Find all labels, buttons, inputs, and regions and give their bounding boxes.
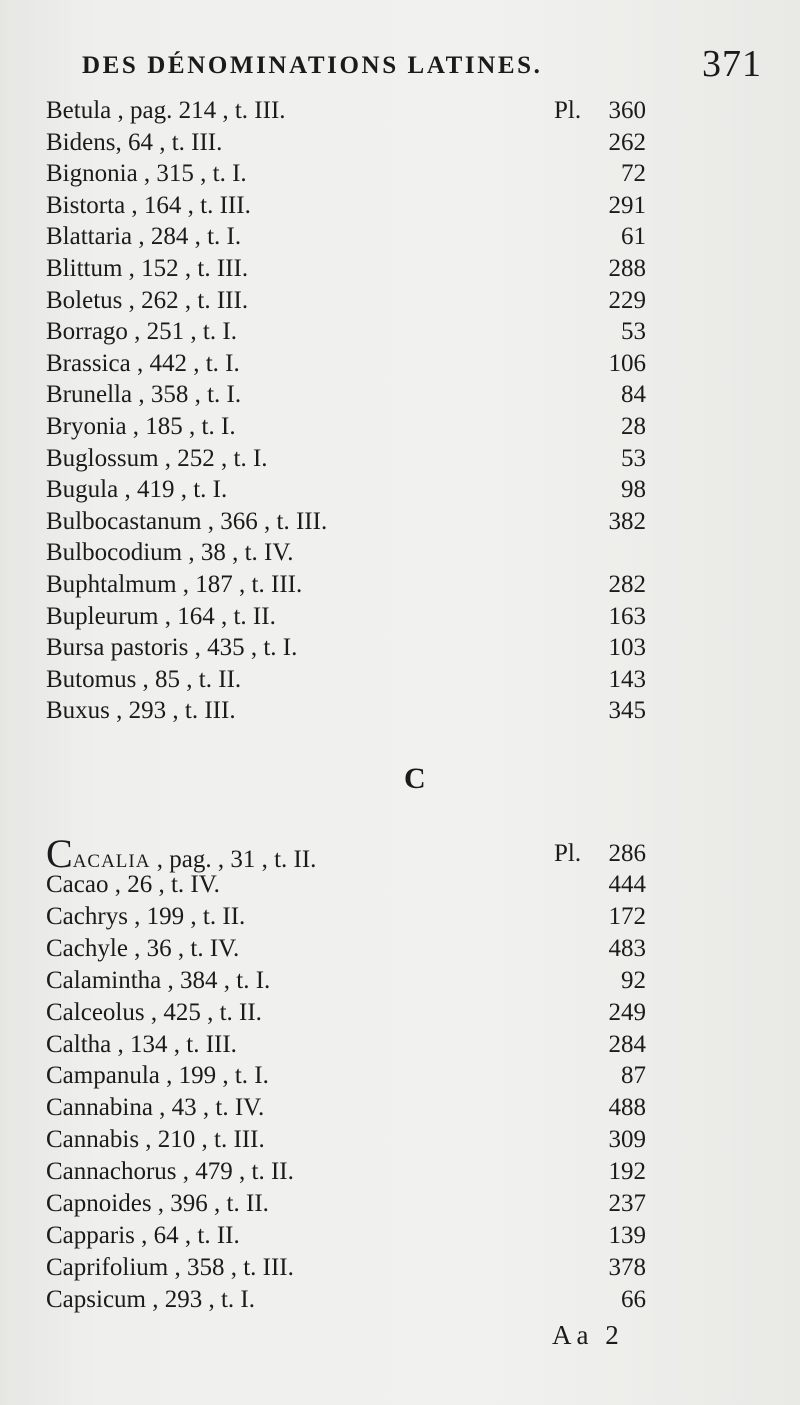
entry-name: Boletus , 262 , t. III. xyxy=(46,286,249,314)
index-entry xyxy=(46,379,646,411)
plate-number: 488 xyxy=(608,1094,646,1122)
entry-name: Bugula , 419 , t. I. xyxy=(46,476,228,504)
plate-number: 309 xyxy=(608,1126,646,1154)
index-entry xyxy=(46,443,646,475)
entry-name: Cannabis , 210 , t. III. xyxy=(46,1126,265,1154)
entry-name: Bupleurum , 164 , t. II. xyxy=(46,602,276,630)
plate-number: 66 xyxy=(621,1285,646,1313)
index-entry xyxy=(46,632,646,664)
index-entry xyxy=(46,901,646,933)
plate-number: 72 xyxy=(621,160,646,188)
index-entry xyxy=(46,1188,646,1220)
entry-name: Blittum , 152 , t. III. xyxy=(46,255,249,282)
index-entry xyxy=(46,411,646,443)
plate-number: 53 xyxy=(621,318,646,346)
index-entry xyxy=(46,1156,646,1188)
plate-number: 286 xyxy=(608,840,646,867)
plate-number: 84 xyxy=(621,381,646,409)
entry-name: Campanula , 199 , t. I. xyxy=(46,1062,269,1090)
index-entry xyxy=(46,127,646,159)
page-header xyxy=(82,42,762,88)
entry-name: Butomus , 85 , t. II. xyxy=(46,665,242,693)
plate-number: 163 xyxy=(608,602,646,630)
signature-mark: Aa 2 xyxy=(552,1320,624,1350)
entry-name: Bulbocodium , 38 , t. IV. xyxy=(46,539,294,567)
small-caps-text: ACALIA xyxy=(72,851,151,872)
entry-name: Blattaria , 284 , t. I. xyxy=(46,223,242,251)
plate-number: 61 xyxy=(621,223,646,251)
entry-name: Bidens, 64 , t. III. xyxy=(46,128,223,156)
plate-number: 444 xyxy=(608,871,646,898)
plate-label: Pl. xyxy=(554,840,582,867)
index-entry xyxy=(46,316,646,348)
index-entry xyxy=(46,695,646,727)
entry-name: Borrago , 251 , t. I. xyxy=(46,318,237,346)
index-entry xyxy=(46,253,646,285)
drop-initial: C xyxy=(46,831,73,876)
plate-number: 28 xyxy=(621,413,646,440)
index-entry xyxy=(46,537,646,569)
plate-number: 172 xyxy=(608,902,646,930)
index-entry xyxy=(46,933,646,965)
entry-name: Cachrys , 199 , t. II. xyxy=(46,902,246,930)
plate-number: 345 xyxy=(608,697,646,725)
plate-label: Pl. xyxy=(554,97,582,124)
entry-name: Capsicum , 293 , t. I. xyxy=(46,1285,256,1313)
entry-reference: , pag. , 31 , t. II. xyxy=(150,846,317,873)
plate-number: 483 xyxy=(608,934,646,962)
index-entry-cacalia xyxy=(46,831,646,876)
entry-name: Brunella , 358 , t. I. xyxy=(46,381,242,409)
index-entry xyxy=(46,348,646,380)
index-entry xyxy=(46,506,646,538)
index-entry xyxy=(46,601,646,633)
running-head: DES DÉNOMINATIONS LATINES. xyxy=(82,52,543,79)
entry-name: Cacao , 26 , t. IV. xyxy=(46,871,220,898)
index-entry xyxy=(46,1220,646,1252)
plate-number: 237 xyxy=(608,1190,646,1217)
index-entry xyxy=(46,1092,646,1124)
plate-number: 360 xyxy=(608,97,646,124)
plate-number: 378 xyxy=(608,1253,646,1281)
index-entry xyxy=(46,285,646,317)
entry-name: Caltha , 134 , t. III. xyxy=(46,1030,237,1058)
plate-number: 192 xyxy=(608,1158,646,1186)
plate-number: 288 xyxy=(608,255,646,282)
plate-number: 282 xyxy=(608,571,646,598)
index-entry xyxy=(46,221,646,253)
plate-number: 382 xyxy=(608,507,646,535)
entry-name: Bulbocastanum , 366 , t. III. xyxy=(46,507,328,535)
entry-name: Calamintha , 384 , t. I. xyxy=(46,966,271,994)
entry-name: Buglossum , 252 , t. I. xyxy=(46,444,268,472)
plate-number: 262 xyxy=(608,128,646,156)
entry-name: Bistorta , 164 , t. III. xyxy=(46,191,251,219)
entry-name: Caprifolium , 358 , t. III. xyxy=(46,1253,294,1281)
index-entry xyxy=(46,1252,646,1284)
index-entry xyxy=(46,569,646,601)
plate-number: 291 xyxy=(608,191,646,219)
plate-number: 229 xyxy=(608,286,646,314)
index-entry xyxy=(46,190,646,222)
entry-name: Capparis , 64 , t. II. xyxy=(46,1221,240,1249)
index-entry xyxy=(46,997,646,1029)
entry-name: Calceolus , 425 , t. II. xyxy=(46,998,262,1026)
plate-number: 92 xyxy=(621,966,646,994)
plate-number: 284 xyxy=(608,1030,646,1058)
plate-number: 106 xyxy=(608,349,646,377)
entry-name: Bursa pastoris , 435 , t. I. xyxy=(46,634,298,662)
index-entry xyxy=(46,1124,646,1156)
entry-name: Cannachorus , 479 , t. II. xyxy=(46,1158,294,1186)
plate-number: 98 xyxy=(621,476,646,504)
plate-number: 143 xyxy=(608,665,646,693)
entry-name: Cannabina , 43 , t. IV. xyxy=(46,1094,265,1122)
index-entry xyxy=(46,1029,646,1061)
entry-name: Brassica , 442 , t. I. xyxy=(46,349,240,377)
index-entry xyxy=(46,869,646,901)
plate-number: 87 xyxy=(621,1062,646,1090)
index-entry xyxy=(46,1284,646,1316)
index-entry xyxy=(46,95,646,127)
index-entry xyxy=(46,474,646,506)
index-entry xyxy=(46,664,646,696)
entry-name: Buxus , 293 , t. III. xyxy=(46,697,236,725)
plate-number: 103 xyxy=(608,634,646,662)
index-entry xyxy=(46,158,646,190)
index-entry xyxy=(46,965,646,997)
entry-name: Bryonia , 185 , t. I. xyxy=(46,413,236,440)
entry-name: Cachyle , 36 , t. IV. xyxy=(46,934,240,962)
plate-number: 249 xyxy=(608,998,646,1026)
section-letter-heading: C xyxy=(404,762,426,795)
entry-name: Capnoides , 396 , t. II. xyxy=(46,1190,269,1217)
index-entry xyxy=(46,1060,646,1092)
entry-name: Betula , pag. 214 , t. III. xyxy=(46,97,286,124)
entry-name: Buphtalmum , 187 , t. III. xyxy=(46,571,303,598)
plate-number: 53 xyxy=(621,444,646,472)
page-number: 371 xyxy=(702,43,762,85)
entry-name: Bignonia , 315 , t. I. xyxy=(46,160,247,188)
plate-number: 139 xyxy=(608,1221,646,1249)
